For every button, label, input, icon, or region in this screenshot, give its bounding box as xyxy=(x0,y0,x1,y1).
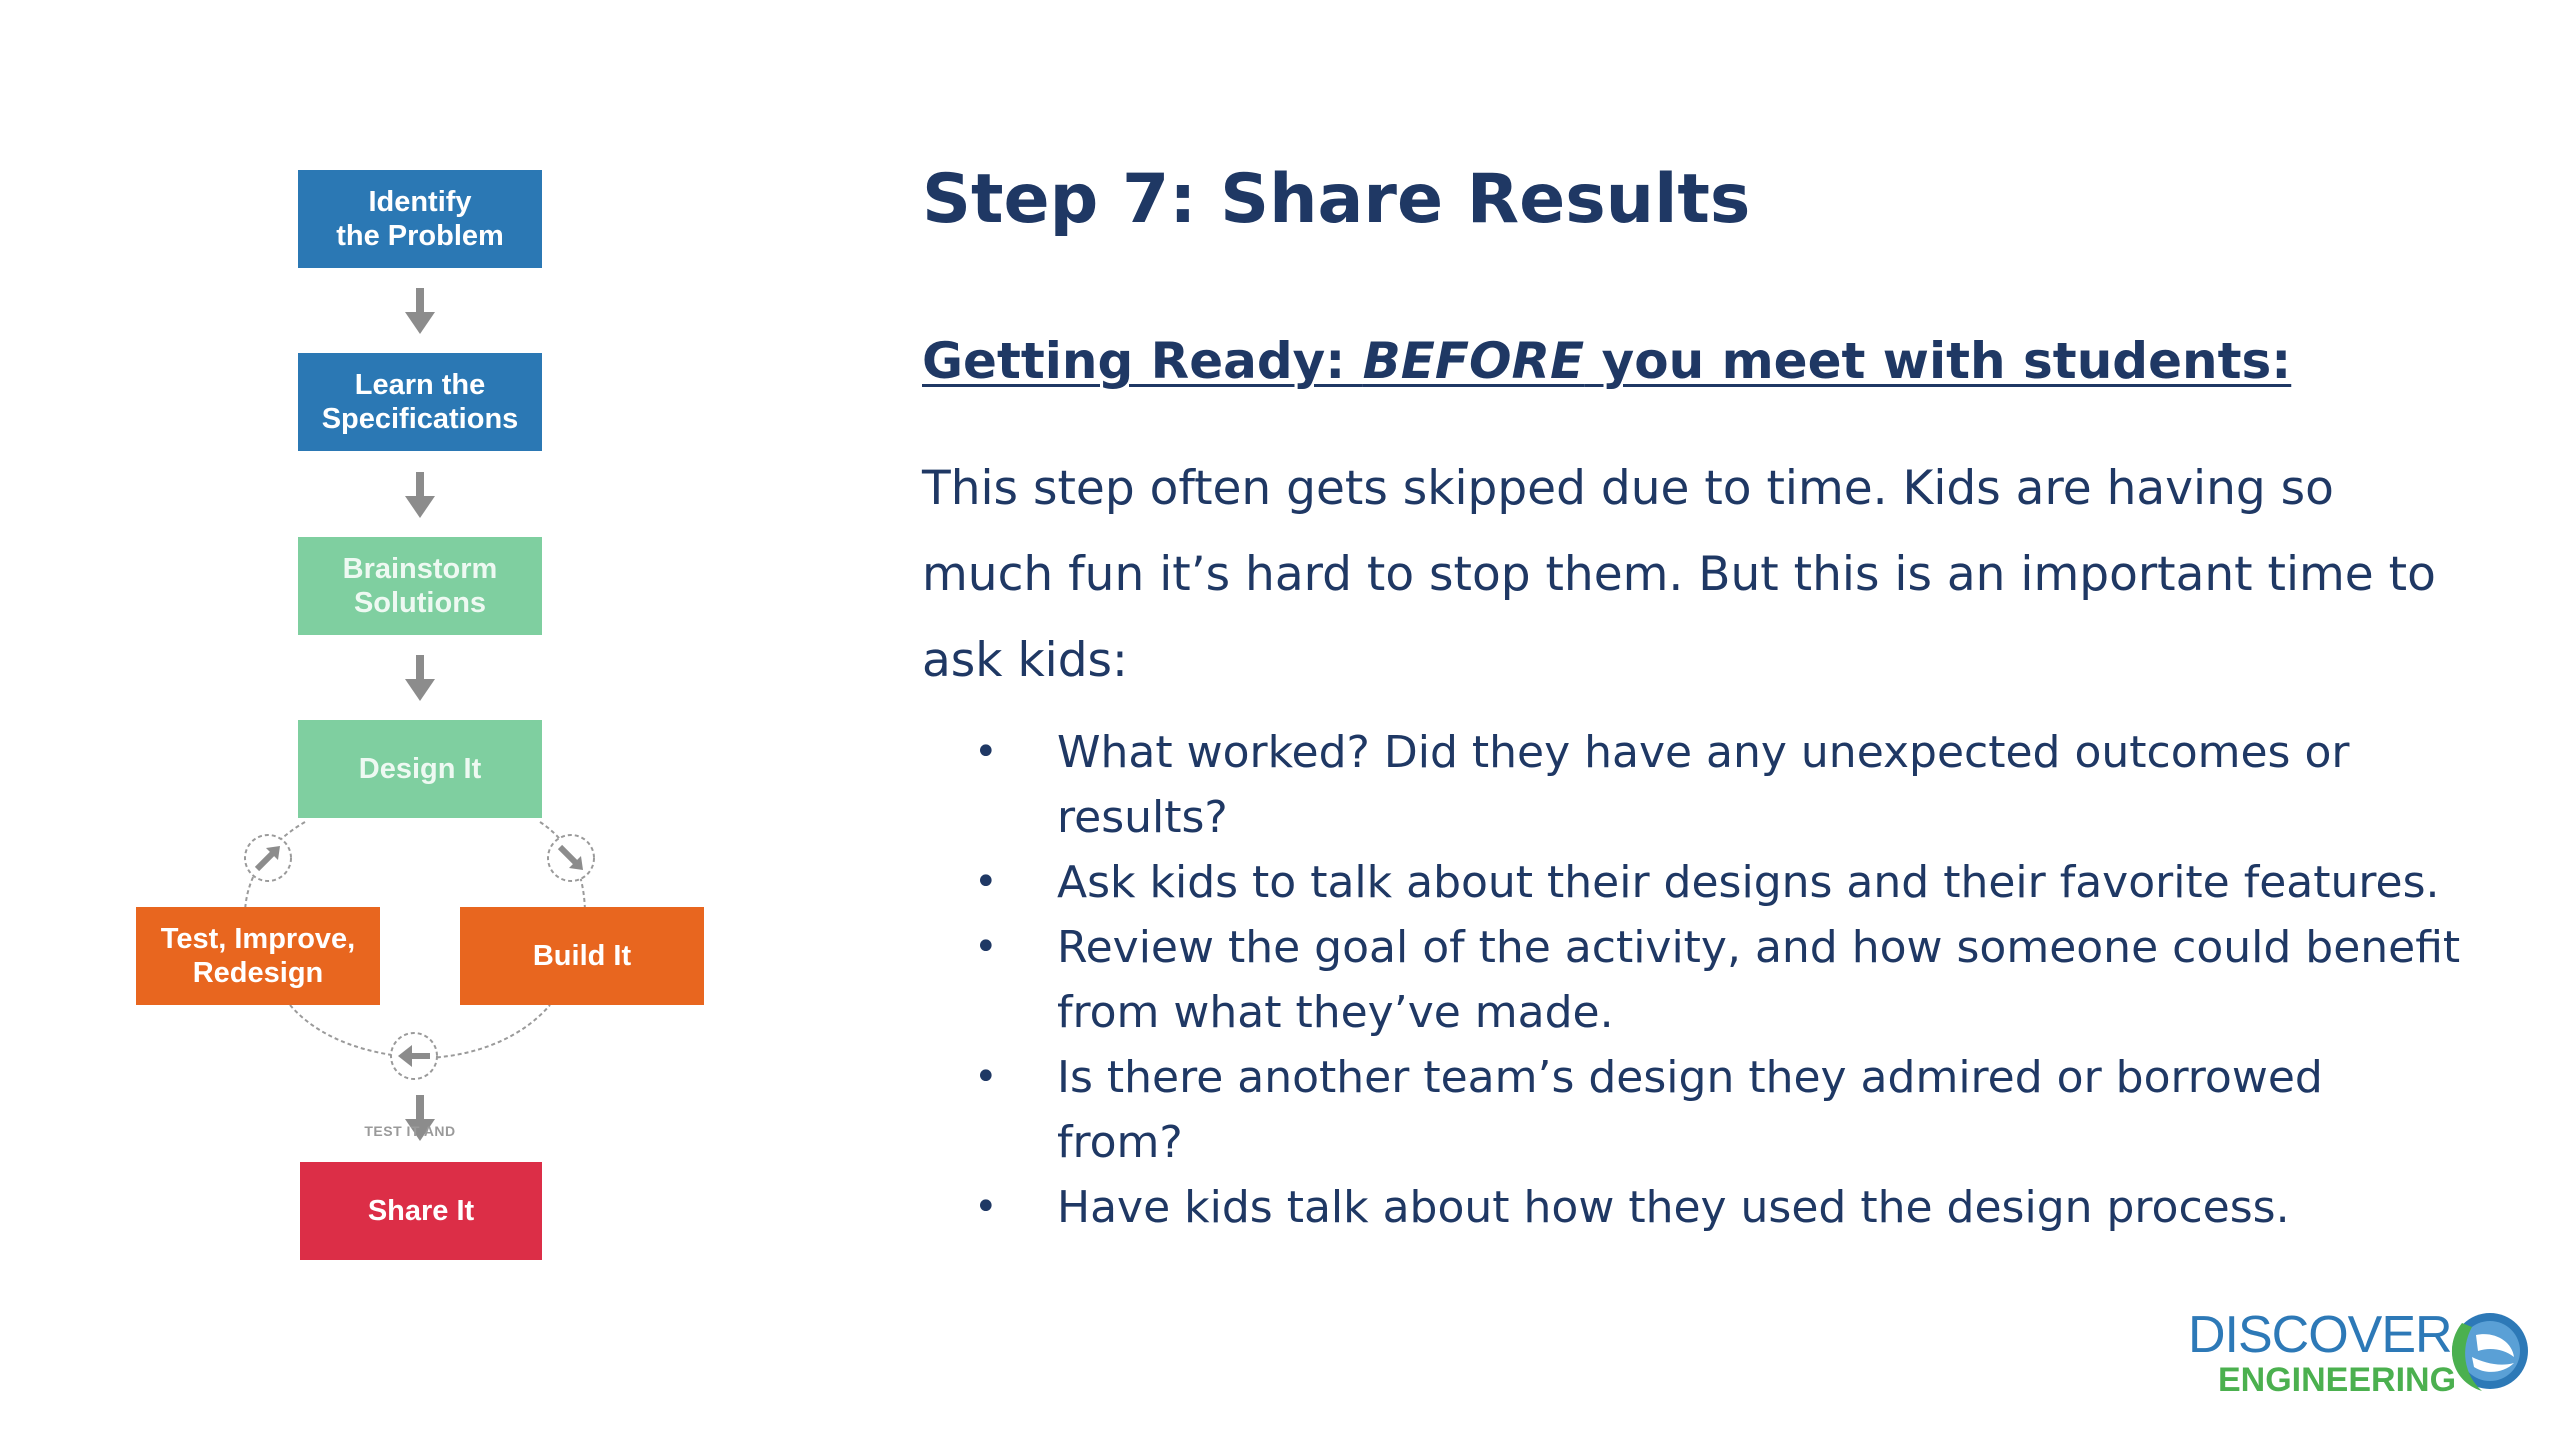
list-item-text: Review the goal of the activity, and how someone could benefit from what they’ve made. xyxy=(1057,922,2461,1038)
logo-swoosh-icon xyxy=(2442,1305,2532,1397)
step-identify-problem: Identify the Problem xyxy=(298,170,542,268)
heading-suffix: you meet with students: xyxy=(1584,332,2292,390)
list-item xyxy=(922,1175,2462,1240)
section-heading xyxy=(922,332,2291,390)
logo-word-discover: DISCOVER xyxy=(2188,1306,2452,1364)
step-learn-specifications: Learn the Specifications xyxy=(298,353,542,451)
heading-prefix: Getting Ready: xyxy=(922,332,1363,390)
question-list xyxy=(922,720,2462,1240)
cycle-arrow-down-right-icon xyxy=(545,832,597,884)
logo-word-engineering: ENGINEERING xyxy=(2218,1361,2457,1399)
step-build-it: Build It xyxy=(460,907,704,1005)
list-item-text: What worked? Did they have any unexpected outcomes or results? xyxy=(1057,727,2350,843)
step-design-it: Design It xyxy=(298,720,542,818)
cycle-arrow-left-icon xyxy=(388,1030,440,1082)
discover-engineering-logo xyxy=(2180,1305,2540,1415)
bullet-icon: • xyxy=(974,729,998,775)
arrow-down-icon xyxy=(405,655,435,703)
bullet-icon: • xyxy=(974,1054,998,1100)
bullet-icon: • xyxy=(974,924,998,970)
bullet-icon: • xyxy=(974,859,998,905)
intro-paragraph: This step often gets skipped due to time. Kids are having so much fun it’s hard to stop them. But this is an important time to ask kids: xyxy=(922,461,2436,688)
arrow-down-icon xyxy=(405,288,435,336)
step-brainstorm-solutions: Brainstorm Solutions xyxy=(298,537,542,635)
list-item xyxy=(922,850,2462,915)
list-item-text: Have kids talk about how they used the design process. xyxy=(1057,1182,2290,1233)
heading-emphasis: BEFORE xyxy=(1362,332,1585,390)
cycle-arrow-up-right-icon xyxy=(242,832,294,884)
list-item xyxy=(922,720,2462,850)
design-process-flowchart xyxy=(0,0,760,1440)
arrow-down-icon xyxy=(405,472,435,520)
list-item-text: Is there another team’s design they admired or borrowed from? xyxy=(1057,1052,2323,1168)
step-test-improve-redesign: Test, Improve, Redesign xyxy=(136,907,380,1005)
slide-title: Step 7: Share Results xyxy=(922,160,1751,239)
list-item xyxy=(922,915,2462,1045)
list-item xyxy=(922,1045,2462,1175)
step-share-it: Share It xyxy=(300,1162,542,1260)
bullet-icon: • xyxy=(974,1184,998,1230)
test-caption: TEST IT AND xyxy=(364,1123,456,1139)
list-item-text: Ask kids to talk about their designs and their favorite features. xyxy=(1057,857,2440,908)
